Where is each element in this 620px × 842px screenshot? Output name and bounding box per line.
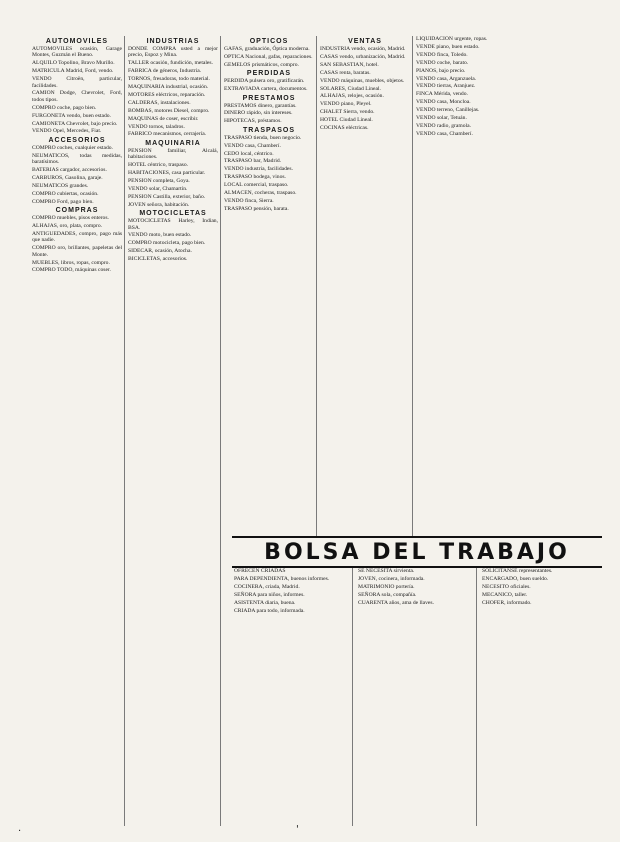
- classified-ad: NEUMATICOS grandes.: [32, 182, 89, 189]
- classified-ad: COMPRO motocicleta, pago bien.: [128, 240, 206, 247]
- classified-ad: TALLER ocasión, fundición, metales.: [128, 60, 213, 67]
- classified-ad: VENDO piano, Pleyel.: [320, 101, 372, 108]
- classified-ad: SE NECESITA sirvienta.: [358, 568, 415, 574]
- classified-ad: BATERIAS cargador, accesorios.: [32, 167, 107, 174]
- classified-ad: TORNOS, fresadoras, todo material.: [128, 76, 210, 83]
- classified-ad: INDUSTRIA vendo, ocasión, Madrid.: [320, 46, 406, 52]
- classified-ad: ALHAJAS, oro, plata, compro.: [32, 223, 103, 230]
- classified-ad: PRESTAMOS dinero, garantías.: [224, 102, 297, 109]
- section-heading: MOTOCICLETAS: [139, 210, 207, 218]
- bolsa-column-3: [480, 568, 600, 826]
- section-heading: COMPRAS: [55, 207, 99, 215]
- ad-list-bolsa-2: [356, 568, 476, 606]
- classified-ad: NECESITO oficiales.: [482, 583, 531, 590]
- classified-ad: VENDO casa, Chamberí.: [224, 142, 281, 149]
- classified-ad: COCINAS eléctricas.: [320, 125, 369, 132]
- classified-ad: BICICLETAS, accesorios.: [128, 256, 188, 263]
- classified-ad: CHOFER, informado.: [482, 599, 532, 606]
- classified-ad: CEDO local, céntrico.: [224, 150, 274, 157]
- classified-ad: PENSION completa, Goya.: [128, 178, 190, 184]
- classified-ad: COMPRO muebles, pisos enteros.: [32, 215, 109, 222]
- classified-ad: MAQUINAS de coser, escribir.: [128, 115, 199, 122]
- classified-ad: CAMION Dodge, Chevrolet, Ford, todos tipos.: [32, 90, 122, 103]
- classified-ad: LIQUIDACION urgente, ropas.: [416, 36, 488, 42]
- classified-ad: PENSION familiar, Alcalá, habitaciones.: [128, 147, 218, 161]
- ad-list-automoviles: [30, 46, 124, 135]
- classified-ad: ALMACEN, cocheras, traspaso.: [224, 190, 297, 197]
- classified-ad: VENDO finca, Toledo.: [416, 51, 468, 58]
- classified-ad: FURGONETA vendo, buen estado.: [32, 112, 111, 119]
- classified-ad: LOCAL comercial, traspaso.: [224, 182, 289, 189]
- classified-ad: MATRICULA Madrid, Ford, vendo.: [32, 68, 114, 75]
- classified-ad: SOLICITANSE representantes.: [482, 568, 553, 574]
- classified-ad: CARBUROS, Gasolina, garaje.: [32, 175, 103, 181]
- classified-ad: VENDO Citroën, particular, facilidades.: [32, 76, 122, 89]
- classified-ad: CAMIONETA Chevrolet, bajo precio.: [32, 120, 118, 127]
- classified-ad: MOTORES eléctricos, reparación.: [128, 91, 206, 98]
- classified-ad: SIDECAR, ocasión, Atocha.: [128, 248, 192, 255]
- classified-ad: MAQUINARIA industrial, ocasión.: [128, 84, 209, 91]
- ad-list-opticos: [222, 46, 316, 68]
- section-heading: PRESTAMOS: [242, 94, 296, 102]
- classified-ad: JOVEN señora, habitación.: [128, 201, 190, 208]
- page-mark: ': [296, 824, 299, 835]
- classified-ad: PARA DEPENDIENTA, buenos informes.: [234, 575, 330, 582]
- classified-ad: COMPRO oro, brillantes, papeletas del Monte.: [32, 245, 122, 258]
- classified-ad: VENDO moto, buen estado.: [128, 232, 192, 239]
- section-heading: PERDIDAS: [246, 70, 292, 78]
- classified-ad: VENDE piano, buen estado.: [416, 43, 480, 50]
- classified-ad: VENDO casa, Arganzuela.: [416, 75, 477, 82]
- classified-ad: COMPRO coche, pago bien.: [32, 104, 97, 111]
- classified-ad: MUEBLES, libros, ropas, compro.: [32, 259, 110, 266]
- ad-list-prestamos: [222, 103, 316, 125]
- column-5: [414, 36, 602, 536]
- classified-ad: FINCA Mérida, vendo.: [416, 91, 468, 98]
- section-heading: OPTICOS: [249, 38, 289, 45]
- classified-ad: FABRICO mecanismos, cerrajería.: [128, 131, 207, 138]
- classified-ad: VENDO máquinas, muebles, objetos.: [320, 77, 405, 84]
- classified-ad: TRASPASO tienda, buen negocio.: [224, 134, 302, 141]
- classified-ad: CASAS vendo, urbanización, Madrid.: [320, 53, 406, 60]
- classified-ad: TRASPASO bodega, vinos.: [224, 174, 286, 181]
- classified-ad: HIPOTECAS, préstamos.: [224, 118, 282, 125]
- column-1: [30, 36, 125, 826]
- classified-ad: VENDO casa, Moncloa.: [416, 99, 471, 106]
- ad-list-ventas: [318, 46, 412, 131]
- classified-ad: PIANOS, bajo precio.: [416, 67, 466, 74]
- section-heading: MAQUINARIA: [145, 139, 201, 147]
- classified-ad: MATRIMONIO portería.: [358, 583, 415, 590]
- section-heading: AUTOMOVILES: [45, 38, 109, 45]
- classified-ad: SOLARES, Ciudad Lineal.: [320, 85, 381, 92]
- ad-list-perdidas: [222, 78, 316, 92]
- ad-list-bolsa-1: [232, 568, 352, 614]
- classified-ad: COMPRO coches, cualquier estado.: [32, 144, 113, 151]
- bolsa-column-1: [232, 568, 353, 826]
- bolsa-del-trabajo-banner: BOLSA DEL TRABAJO: [232, 536, 602, 568]
- column-3: [222, 36, 317, 536]
- section-heading: INDUSTRIAS: [146, 38, 200, 45]
- classified-ad: ALHAJAS, relojes, ocasión.: [320, 93, 384, 100]
- ad-list-accesorios: [30, 145, 124, 205]
- ad-list-bolsa-3: [480, 568, 600, 606]
- classified-ad: CHALET Sierra, vendo.: [320, 109, 375, 116]
- section-heading: TRASPASOS: [242, 126, 296, 134]
- column-4: [318, 36, 413, 536]
- classified-ad: ENCARGADO, buen sueldo.: [482, 575, 549, 582]
- classified-ad: VENDO solar, Chamartín.: [128, 185, 188, 192]
- page-mark: ·: [18, 826, 22, 837]
- classified-ad: PERDIDA pulsera oro, gratificarán.: [224, 78, 305, 85]
- classified-ad: COMPRO Ford, pago bien.: [32, 198, 94, 205]
- classified-ad: ASISTENTA diaria, buena.: [234, 599, 296, 606]
- classified-ad: COMPRO TODO, máquinas coser.: [32, 267, 111, 274]
- classified-ad: ANTIGUEDADES, compro, pago más que nadie.: [32, 230, 122, 244]
- classified-ad: SEÑORA para niños, informes.: [234, 591, 305, 598]
- bolsa-column-2: [356, 568, 477, 826]
- classified-ad: PENSION Castilla, exterior, baño.: [128, 193, 206, 200]
- classified-ad: VENDO coche, barato.: [416, 59, 469, 66]
- classified-ad: VENDO solar, Tetuán.: [416, 115, 467, 122]
- classified-ad: VENDO tornos, taladros.: [128, 123, 185, 130]
- classified-ad: FABRICA de géneros, Industria.: [128, 68, 202, 75]
- classified-ad: EXTRAVIADA cartera, documentos.: [224, 86, 308, 93]
- ad-list-industrias: [126, 46, 220, 138]
- classified-ad: AUTOMOVILES ocasión, Garage Montes, Guzmán el Bueno.: [32, 46, 122, 59]
- classified-ad: DINERO rápido, sin intereses.: [224, 110, 293, 117]
- classified-ad: VENDO industria, facilidades.: [224, 166, 293, 173]
- classifieds-page: [30, 36, 602, 826]
- classified-ad: VENDO terreno, Canillejas.: [416, 107, 480, 114]
- classified-ad: CUARENTA años, ama de llaves.: [358, 599, 434, 606]
- section-heading: ACCESORIOS: [48, 136, 106, 144]
- classified-ad: ALQUILO Topolino, Bravo Murillo.: [32, 60, 115, 67]
- classified-ad: VENDO casa, Chamberí.: [416, 130, 473, 137]
- classified-ad: SEÑORA sola, compañía.: [358, 591, 417, 598]
- ad-list-col5: [414, 36, 602, 137]
- ad-list-maquinaria: [126, 148, 220, 208]
- ad-list-motocicletas: [126, 218, 220, 262]
- classified-ad: CRIADA para todo, informada.: [234, 607, 305, 614]
- classified-ad: MECANICO, taller.: [482, 591, 528, 598]
- classified-ad: GEMELOS prismáticos, compro.: [224, 61, 299, 68]
- section-heading: VENTAS: [348, 38, 382, 45]
- classified-ad: JOVEN, cocinera, informada.: [358, 575, 425, 582]
- classified-ad: TRASPASO bar, Madrid.: [224, 158, 282, 165]
- classified-ad: VENDO radio, gramola.: [416, 122, 471, 129]
- classified-ad: HOTEL céntrico, traspaso.: [128, 162, 189, 169]
- classified-ad: VENDO finca, Sierra.: [224, 198, 274, 204]
- classified-ad: VENDO tierras, Aranjuez.: [416, 83, 476, 90]
- classified-ad: COCINERA, criada, Madrid.: [234, 583, 300, 590]
- ad-list-traspasos: [222, 135, 316, 213]
- classified-ad: CALDERAS, instalaciones.: [128, 99, 191, 106]
- classified-ad: HOTEL Ciudad Lineal.: [320, 117, 373, 124]
- classified-ad: HABITACIONES, casa particular.: [128, 170, 206, 177]
- classified-ad: CASAS renta, baratas.: [320, 69, 371, 76]
- classified-ad: COMPRO cubiertas, ocasión.: [32, 190, 99, 197]
- classified-ad: VENDO Opel, Mercedes, Fiat.: [32, 128, 102, 135]
- ad-list-compras: [30, 215, 124, 274]
- classified-ad: DONDE COMPRA usted a mejor precio, Espoz y Mina.: [128, 46, 218, 59]
- classified-ad: NEUMATICOS, todas medidas, baratísimos.: [32, 152, 122, 166]
- classified-ad: MOTOCICLETAS Harley, Indian, BSA.: [128, 218, 218, 231]
- classified-ad: SAN SEBASTIAN, hotel.: [320, 61, 379, 68]
- classified-ad: OFRECEN CRIADAS: [234, 568, 286, 574]
- classified-ad: GAFAS, graduación, Óptica moderna.: [224, 46, 310, 52]
- classified-ad: OPTICA Nacional, gafas, reparaciones.: [224, 53, 313, 60]
- column-2: [126, 36, 221, 826]
- classified-ad: BOMBAS, motores Diesel, compro.: [128, 107, 210, 114]
- classified-ad: TRASPASO pensión, barata.: [224, 205, 289, 212]
